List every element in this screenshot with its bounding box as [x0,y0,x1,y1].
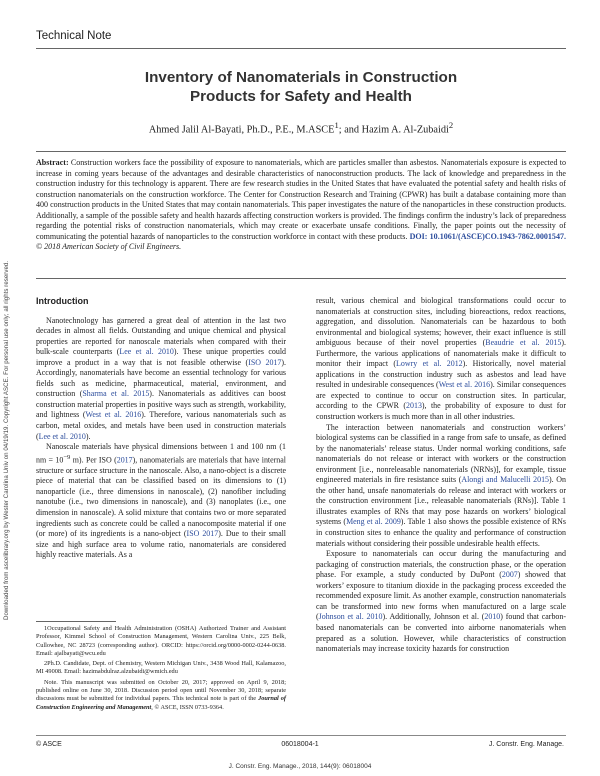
right-p1-text-e: ), the probability of exposure to dust for construction workers is much more than in all other industries. [316,401,566,422]
footnotes [36,625,286,714]
citation-link[interactable]: 2010 [484,612,501,622]
intro-p2-text-d: ). Due to their small size and high surface area to volume ratio, nanomaterials are considered highly reactive materials. As a [36,529,286,560]
intro-p2-text-c: ), nanomaterials are materials that have internal structure or surface structure in the nanoscale. Also, a nano-object is a discrete piece of material that can be classified based on its dimensions to (1) nanoparticle (i.e., three dimensions in nanoscale), (2) nanofiber including nanotube (i.e., two dimensions in nanoscale), and (3) nanoplates (i.e., one dimension in nanoscale). A solid mixture that contains two or more separated ingredients such as concrete could be called a nanocomposite material if one (or more) of its ingredients is a nano-object ( [36,455,286,539]
header-divider [36,48,566,49]
submission-note-text-a: Note. This manuscript was submitted on October 20, 2017; approved on April 9, 2018; published online on June 30, 2018. Discussion period open until November 30, 2018; separate discussions must be submitted for individual papers. This technical note is part of the [36,678,286,703]
introduction-heading: Introduction [36,296,89,306]
citation-link[interactable]: Meng et al. 2009 [346,517,401,527]
author-list [36,120,566,135]
right-p1-text-a: result, various chemical and biological transformations could occur to nanomaterials at construction sites, including bioreactions, redox reactions, aggregation, and dissolution. Nanomaterials can be hazardous to both environmental and biological systems; however, their exact influence is still ambiguous because of their novel properties ( [316,296,566,348]
right-p2-text-c: ). Table 1 also shows the possible existence of RNs in construction sites to enhance the quality and performance of construction materials without considering their possible undesirable health effects. [316,517,566,548]
citation-link[interactable]: West et al. 2016 [85,410,142,420]
intro-p2-text-b: m). Per ISO ( [70,455,117,465]
intro-p1-text-e: ). Therefore, various nanomaterials such as carbon, metal oxides, and metals have been used in construction materials ( [36,410,286,441]
citation-link[interactable]: West et al. 2016 [438,380,491,390]
author-2-affiliation-mark: 2 [448,120,454,130]
abstract [36,158,566,253]
footer-page-number: 06018004-1 [281,741,319,748]
intro-p1-text-f: ). [85,431,91,441]
citation-link[interactable]: Sharma et al. 2015 [82,389,150,399]
intro-p2-text-a: Nanoscale materials have physical dimensions between 1 and 100 nm (1 nm = 10 [36,442,286,465]
citation-link[interactable]: Johnson et al. 2010 [318,612,383,622]
intro-p1-text-c: ). Accordingly, nanomaterials have become an essential technology for various fields such as medicine, pharmaceutical, material, environment, and construction ( [36,357,286,399]
right-p2-text-a: The interaction between nanomaterials and construction workers’ biological systems can be classified in a range from safe to unsafe, as defined by the nanomaterials’ release status. Under normal working conditions, safe nanomaterials do not release or interact with workers or the construction environment [i.e., nonreleasable nanomaterials (NRNs)], for example, tissue engineered materials in fire resistance suits ( [316,422,566,485]
paper-title-line-2: Products for Safety and Health [190,88,412,105]
right-p3-text-b: ) showed that workers’ exposure to titanium dioxide in the packaging process exceeded the recommended exposure limit. As another example, construction nanomaterials can be transformed into new forms when manufactured on a large scale ( [316,570,566,622]
right-column [316,296,566,655]
footer-copyright: © ASCE [36,741,62,748]
abstract-copyright: © 2018 American Society of Civil Engineers. [36,242,182,251]
citation-link[interactable]: ISO 2017 [186,529,219,539]
citation-link[interactable]: 2007 [501,570,518,580]
left-column [36,296,286,561]
citation-link[interactable]: Beaudrie et al. 2015 [485,338,562,348]
intro-paragraph-1 [36,316,286,443]
intro-paragraph-2 [36,442,286,561]
right-p3-text-c: ). Additionally, Johnson et al. ( [382,612,485,622]
right-p1-text-d: ). Similar consequences are expected to continue to occur on construction sites. In particular, according to the CPWR ( [316,380,566,411]
footer-divider [36,735,566,736]
right-paragraph-3 [316,549,566,654]
download-notice-sidebar [3,150,13,620]
author-1: Ahmed Jalil Al-Bayati, Ph.D., P.E., M.ASCE [148,124,335,136]
submission-note-text-b: , © ASCE, ISSN 0733-9364. [151,703,224,711]
author-1-affiliation-mark: 1 [334,120,339,130]
footnote-divider [36,621,116,622]
right-p1-text-b: ). Furthermore, the various applications of nanomaterials make it difficult to monitor their impact ( [316,338,566,369]
abstract-top-divider [36,151,566,152]
abstract-bottom-divider [36,278,566,279]
submission-note [36,679,286,712]
citation-link[interactable]: Lee et al. 2010 [119,347,174,357]
footer-journal: J. Constr. Eng. Manage. [488,741,564,748]
citation-link[interactable]: ISO 2017 [248,357,282,367]
citation-link[interactable]: Alongi and Malucelli 2015 [461,475,550,485]
right-paragraph-1 [316,296,566,423]
right-p1-text-c: ). Historically, novel material applications in the construction industry such as asbestos and lead have resulted in undesirable consequences ( [316,359,566,390]
citation-link[interactable]: 2017 [116,455,133,465]
article-type-label: Technical Note [36,30,112,42]
paper-title [36,68,566,106]
right-p3-text-d: ) found that carbon-based nanomaterials can be converted into airborne nanomaterials when prepared as a solution. However, while characteristics of construction nanomaterials may increase toxicity hazards for construction [316,612,567,654]
paper-title-line-1: Inventory of Nanomaterials in Construction [144,69,458,86]
footnote-2: 2Ph.D. Candidate, Dept. of Chemistry, Western Michigan Univ., 3438 Wood Hall, Kalamazoo, MI 49008. Email: hazimabdulraz.alzubaidi@wmich.edu [36,660,286,676]
abstract-text: Construction workers face the possibility of exposure to nanomaterials, which are particles smaller than asbestos. Nanomaterials exposure is expected to increase in coming years because of the advantages and desirable characteristics of nanoconstruction products. The lack of knowledge and preparedness in the construction industry for this technology is apparent. There are few research studies in the United States that have evaluated the potential safety and health risks of construction nanomaterials on the construction workforce. The Center for Construction Research and Training (CPWR) has built a database containing more than 400 construction products in the United States that may contain nanomaterials. This paper investigates the nature of the nanoparticles in these construction products. Additionally, a sample of the possible safety and health hazards affecting construction workers is provided. The findings confirm the industry’s lack of preparedness regarding the potential risks of construction nanomaterials, which may create or exacerbate unsafe conditions. Finally, the paper points out the necessity of communicating the potential hazards of nanoparticles to the construction workforce in contact with these products. [36,158,566,241]
citation-link[interactable]: 2013 [406,401,422,411]
doi-link[interactable]: DOI: 10.1061/(ASCE)CO.1943-7862.0001547. [409,231,566,241]
abstract-label: Abstract: [36,158,69,167]
intro-p1-text-a: Nanotechnology has garnered a great deal of attention in the last two decades in almost all fields. Outstanding and unique chemical and physical properties are reported for nanoscale materials when compared with their bulk-scale counterparts ( [36,315,286,357]
exponent: −9 [63,453,71,461]
right-paragraph-2 [316,423,566,550]
author-separator: ; and Hazim A. Al-Zubaidi [338,124,449,136]
intro-p1-text-d: ). Nanomaterials as additives can boost construction material properties in positive ways such as strength, workability, and lightness ( [36,389,286,420]
citation-link[interactable]: Lowry et al. 2012 [396,359,463,369]
right-p3-text-a: Exposure to nanomaterials can occur during the manufacturing and packaging of construction materials, the construction phase, or the operation phase. For example, a study conducted by DuPont ( [316,549,566,580]
intro-p1-text-b: ). These unique properties could improve a product in a way that is not feasible otherwise ( [36,347,286,367]
right-p2-text-b: ). On the other hand, unsafe nanomaterials do release and interact with workers or the construction environment [i.e., releasable nanomaterials (RNs)]. Table 1 illustrates examples of RNs that may pose hazards on workers’ biological systems ( [316,475,566,527]
footnote-1: 1Occupational Safety and Health Administration (OSHA) Authorized Trainer and Assistant Professor, Kimmel School of Construction Management, Western Carolina Univ., 225 Belk, Cullowhee, NC 28723 (corresponding author). ORCID: https://orcid.org/0000-0002-0244-0638. Email: ajalbayati@wcu.edu [36,625,286,657]
journal-name: Journal of Construction Engineering and Management [36,695,286,711]
footer-citation: J. Constr. Eng. Manage., 2018, 144(9): 06018004 [228,763,372,770]
citation-link[interactable]: Lee et al. 2010 [38,431,86,441]
download-notice-text: Downloaded from ascelibrary.org by Wester Carolina Univ on 04/19/19. Copyright ASCE. For personal use only; all rights reserved. [3,260,10,620]
